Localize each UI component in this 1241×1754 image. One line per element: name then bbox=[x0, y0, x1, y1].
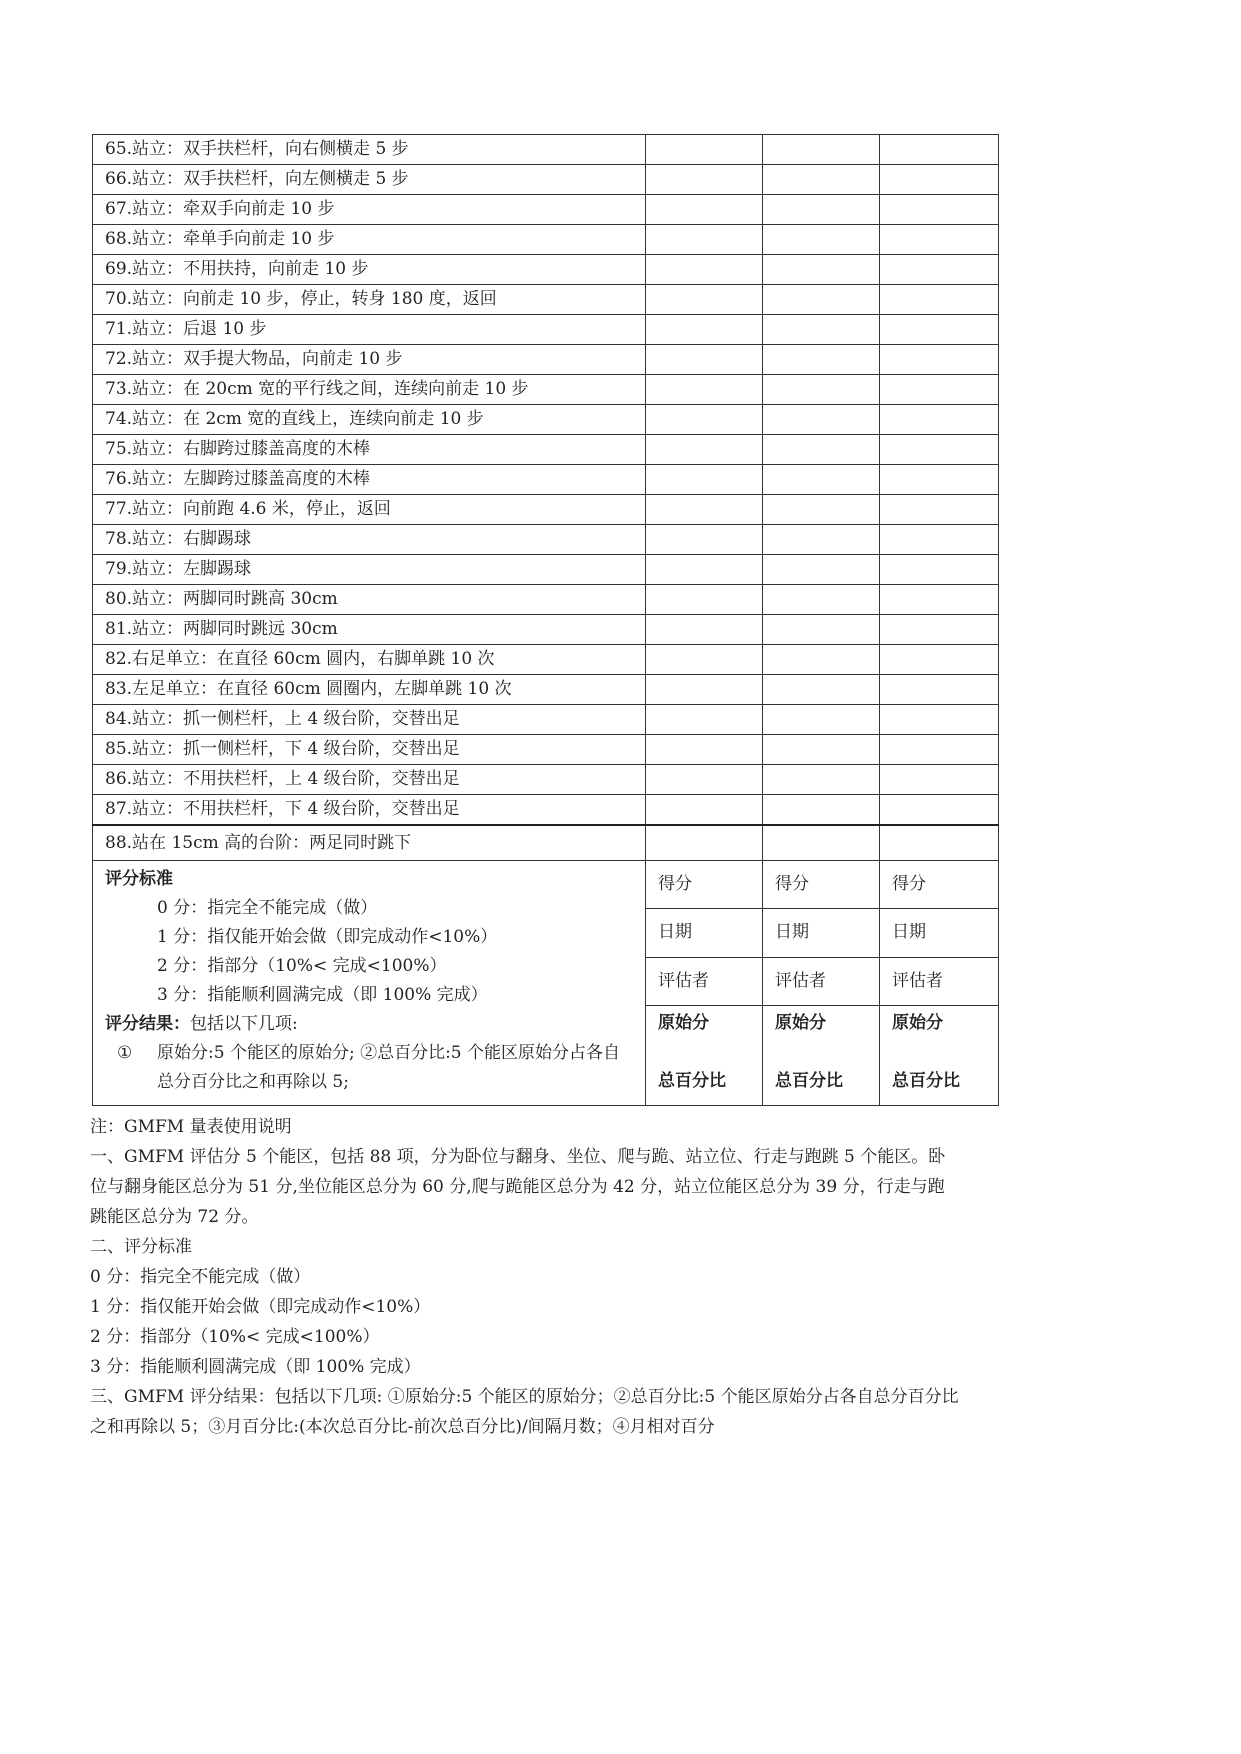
table-row bbox=[93, 405, 999, 435]
score-cell[interactable] bbox=[880, 555, 999, 585]
item-text: 67.站立：牵双手向前走 10 步 bbox=[93, 195, 646, 225]
item-text: 80.站立：两脚同时跳高 30cm bbox=[93, 585, 646, 615]
score-cell[interactable] bbox=[763, 555, 880, 585]
score-cell[interactable] bbox=[880, 525, 999, 555]
criteria-result-rest: 包括以下几项: bbox=[190, 1014, 298, 1034]
item-text: 68.站立：牵单手向前走 10 步 bbox=[93, 225, 646, 255]
table-row bbox=[93, 735, 999, 765]
score-label[interactable]: 得分 bbox=[763, 861, 880, 909]
score-cell[interactable] bbox=[763, 405, 880, 435]
table-row bbox=[93, 285, 999, 315]
assessor-label[interactable]: 评估者 bbox=[646, 957, 763, 1005]
item-text: 74.站立：在 2cm 宽的直线上，连续向前走 10 步 bbox=[93, 405, 646, 435]
score-cell[interactable] bbox=[763, 495, 880, 525]
score-cell[interactable] bbox=[880, 315, 999, 345]
score-cell[interactable] bbox=[646, 405, 763, 435]
item-text: 71.站立：后退 10 步 bbox=[93, 315, 646, 345]
note-paragraph: 三、GMFM 评分结果：包括以下几项: ①原始分:5 个能区的原始分；②总百分比:5 个能区原始分占各自总分百分比之和再除以 5；③月百分比:(本次总百分比-前次总百分比)/间隔月数；④月相对百分 bbox=[90, 1387, 959, 1437]
score-cell[interactable] bbox=[646, 555, 763, 585]
table-row bbox=[93, 645, 999, 675]
score-cell[interactable] bbox=[646, 465, 763, 495]
criteria-result bbox=[105, 1010, 637, 1039]
score-cell[interactable] bbox=[646, 825, 763, 861]
score-cell[interactable] bbox=[763, 585, 880, 615]
criteria-result-item bbox=[105, 1039, 637, 1097]
score-cell[interactable] bbox=[880, 585, 999, 615]
item-text: 82.右足单立：在直径 60cm 圆内，右脚单跳 10 次 bbox=[93, 645, 646, 675]
total-percent-label: 总百分比 bbox=[775, 1070, 843, 1091]
item-text: 87.站立：不用扶栏杆，下 4 级台阶，交替出足 bbox=[93, 795, 646, 826]
score-cell[interactable] bbox=[646, 345, 763, 375]
date-label[interactable]: 日期 bbox=[880, 909, 999, 957]
score-cell[interactable] bbox=[763, 735, 880, 765]
score-cell[interactable] bbox=[646, 255, 763, 285]
score-cell[interactable] bbox=[763, 195, 880, 225]
criteria-line: 1 分：指仅能开始会做（即完成动作<10%） bbox=[157, 927, 498, 947]
total-percent-label: 总百分比 bbox=[658, 1070, 726, 1091]
table-row bbox=[93, 165, 999, 195]
score-cell[interactable] bbox=[646, 435, 763, 465]
item-text: 69.站立：不用扶持，向前走 10 步 bbox=[93, 255, 646, 285]
table-row bbox=[93, 675, 999, 705]
criteria-result-number: ① bbox=[117, 1043, 133, 1063]
item-text: 79.站立：左脚踢球 bbox=[93, 555, 646, 585]
item-text: 70.站立：向前走 10 步，停止，转身 180 度，返回 bbox=[93, 285, 646, 315]
raw-score-label: 原始分 bbox=[775, 1012, 826, 1033]
criteria-line: 2 分：指部分（10%< 完成<100%） bbox=[157, 956, 447, 976]
score-cell[interactable] bbox=[880, 765, 999, 795]
table-row bbox=[93, 555, 999, 585]
item-text: 85.站立：抓一侧栏杆，下 4 级台阶，交替出足 bbox=[93, 735, 646, 765]
table-row bbox=[93, 435, 999, 465]
item-text: 65.站立：双手扶栏杆，向右侧横走 5 步 bbox=[93, 135, 646, 165]
note-paragraph: 0 分：指完全不能完成（做） bbox=[90, 1267, 311, 1287]
table-row bbox=[93, 135, 999, 165]
criteria-line: 3 分：指能顺利圆满完成（即 100% 完成） bbox=[157, 985, 488, 1005]
table-row bbox=[93, 615, 999, 645]
score-cell[interactable] bbox=[880, 375, 999, 405]
item-text: 84.站立：抓一侧栏杆，上 4 级台阶，交替出足 bbox=[93, 705, 646, 735]
score-cell[interactable] bbox=[880, 135, 999, 165]
score-cell[interactable] bbox=[880, 165, 999, 195]
score-cell[interactable] bbox=[646, 375, 763, 405]
table-row bbox=[93, 345, 999, 375]
criteria-result-label: 评分结果： bbox=[105, 1014, 190, 1034]
score-cell[interactable] bbox=[646, 315, 763, 345]
table-row bbox=[93, 465, 999, 495]
note-paragraph: 2 分：指部分（10%< 完成<100%） bbox=[90, 1327, 380, 1347]
score-cell[interactable] bbox=[880, 465, 999, 495]
score-cell[interactable] bbox=[880, 615, 999, 645]
item-text: 66.站立：双手扶栏杆，向左侧横走 5 步 bbox=[93, 165, 646, 195]
score-cell[interactable] bbox=[880, 405, 999, 435]
score-cell[interactable] bbox=[646, 645, 763, 675]
score-cell[interactable] bbox=[646, 795, 763, 826]
score-cell[interactable] bbox=[880, 225, 999, 255]
score-cell[interactable] bbox=[646, 675, 763, 705]
score-cell[interactable] bbox=[763, 255, 880, 285]
score-cell[interactable] bbox=[763, 795, 880, 826]
date-label[interactable]: 日期 bbox=[646, 909, 763, 957]
score-cell[interactable] bbox=[646, 705, 763, 735]
table-row bbox=[93, 525, 999, 555]
table-row bbox=[93, 795, 999, 826]
score-label[interactable]: 得分 bbox=[646, 861, 763, 909]
table-row bbox=[93, 765, 999, 795]
score-cell[interactable] bbox=[646, 225, 763, 255]
score-cell[interactable] bbox=[646, 615, 763, 645]
score-cell[interactable] bbox=[880, 675, 999, 705]
score-cell[interactable] bbox=[880, 705, 999, 735]
assessor-label[interactable]: 评估者 bbox=[880, 957, 999, 1005]
item-text: 72.站立：双手提大物品，向前走 10 步 bbox=[93, 345, 646, 375]
assessor-label[interactable]: 评估者 bbox=[763, 957, 880, 1005]
table-row bbox=[93, 375, 999, 405]
totals-cell[interactable] bbox=[646, 1005, 763, 1105]
score-cell[interactable] bbox=[763, 645, 880, 675]
score-cell[interactable] bbox=[763, 435, 880, 465]
score-cell[interactable] bbox=[763, 375, 880, 405]
item-text: 81.站立：两脚同时跳远 30cm bbox=[93, 615, 646, 645]
score-cell[interactable] bbox=[763, 525, 880, 555]
score-cell[interactable] bbox=[646, 195, 763, 225]
table-row bbox=[93, 315, 999, 345]
score-cell[interactable] bbox=[763, 675, 880, 705]
score-cell[interactable] bbox=[880, 645, 999, 675]
item-text: 86.站立：不用扶栏杆，上 4 级台阶，交替出足 bbox=[93, 765, 646, 795]
item-text: 73.站立：在 20cm 宽的平行线之间，连续向前走 10 步 bbox=[93, 375, 646, 405]
criteria-title: 评分标准 bbox=[105, 869, 173, 889]
item-text: 88.站在 15cm 高的台阶：两足同时跳下 bbox=[93, 825, 646, 861]
score-cell[interactable] bbox=[880, 795, 999, 826]
note-paragraph: 二、评分标准 bbox=[90, 1237, 192, 1257]
score-cell[interactable] bbox=[880, 435, 999, 465]
score-cell[interactable] bbox=[880, 255, 999, 285]
summary-row-score bbox=[93, 861, 999, 909]
score-cell[interactable] bbox=[880, 735, 999, 765]
item-text: 83.左足单立：在直径 60cm 圆圈内，左脚单跳 10 次 bbox=[93, 675, 646, 705]
note-paragraph: 3 分：指能顺利圆满完成（即 100% 完成） bbox=[90, 1357, 421, 1377]
score-cell[interactable] bbox=[763, 705, 880, 735]
usage-notes bbox=[90, 1112, 960, 1442]
score-cell[interactable] bbox=[880, 495, 999, 525]
item-text: 77.站立：向前跑 4.6 米，停止，返回 bbox=[93, 495, 646, 525]
table-row bbox=[93, 825, 999, 861]
score-cell[interactable] bbox=[763, 165, 880, 195]
score-label[interactable]: 得分 bbox=[880, 861, 999, 909]
score-cell[interactable] bbox=[763, 465, 880, 495]
score-cell[interactable] bbox=[880, 345, 999, 375]
item-text: 76.站立：左脚跨过膝盖高度的木棒 bbox=[93, 465, 646, 495]
score-cell[interactable] bbox=[880, 195, 999, 225]
score-cell[interactable] bbox=[763, 765, 880, 795]
scoring-criteria bbox=[93, 861, 646, 1106]
table-row bbox=[93, 585, 999, 615]
table-row bbox=[93, 705, 999, 735]
score-cell[interactable] bbox=[646, 735, 763, 765]
note-paragraph: 一、GMFM 评估分 5 个能区，包括 88 项，分为卧位与翻身、坐位、爬与跪、站立位、行走与跑跳 5 个能区。卧位与翻身能区总分为 51 分,坐位能区总分为 60 分,爬与跪能区总分为 42 分，站立位能区总分为 39 分，行走与跑跳能区总分为 72 分。 bbox=[90, 1147, 946, 1227]
score-cell[interactable] bbox=[646, 585, 763, 615]
raw-score-label: 原始分 bbox=[658, 1012, 709, 1033]
score-cell[interactable] bbox=[763, 285, 880, 315]
score-cell[interactable] bbox=[646, 135, 763, 165]
totals-cell[interactable] bbox=[880, 1005, 999, 1105]
score-cell[interactable] bbox=[763, 615, 880, 645]
note-paragraph: 1 分：指仅能开始会做（即完成动作<10%） bbox=[90, 1297, 431, 1317]
score-cell[interactable] bbox=[763, 825, 880, 861]
date-label[interactable]: 日期 bbox=[763, 909, 880, 957]
item-text: 78.站立：右脚踢球 bbox=[93, 525, 646, 555]
score-cell[interactable] bbox=[763, 135, 880, 165]
score-cell[interactable] bbox=[646, 765, 763, 795]
table-row bbox=[93, 195, 999, 225]
score-cell[interactable] bbox=[646, 495, 763, 525]
score-cell[interactable] bbox=[763, 225, 880, 255]
total-percent-label: 总百分比 bbox=[892, 1070, 960, 1091]
table-row bbox=[93, 255, 999, 285]
item-text: 75.站立：右脚跨过膝盖高度的木棒 bbox=[93, 435, 646, 465]
note-heading: 注：GMFM 量表使用说明 bbox=[90, 1117, 292, 1137]
gmfm-assessment-table bbox=[92, 134, 999, 1106]
criteria-result-text: 原始分:5 个能区的原始分; ②总百分比:5 个能区原始分占各自总分百分比之和再除以 5; bbox=[157, 1043, 621, 1092]
score-cell[interactable] bbox=[763, 345, 880, 375]
score-cell[interactable] bbox=[880, 825, 999, 861]
raw-score-label: 原始分 bbox=[892, 1012, 943, 1033]
score-cell[interactable] bbox=[646, 525, 763, 555]
table-row bbox=[93, 495, 999, 525]
score-cell[interactable] bbox=[763, 315, 880, 345]
score-cell[interactable] bbox=[646, 285, 763, 315]
table-row bbox=[93, 225, 999, 255]
totals-cell[interactable] bbox=[763, 1005, 880, 1105]
criteria-line: 0 分：指完全不能完成（做） bbox=[157, 898, 378, 918]
score-cell[interactable] bbox=[880, 285, 999, 315]
score-cell[interactable] bbox=[646, 165, 763, 195]
